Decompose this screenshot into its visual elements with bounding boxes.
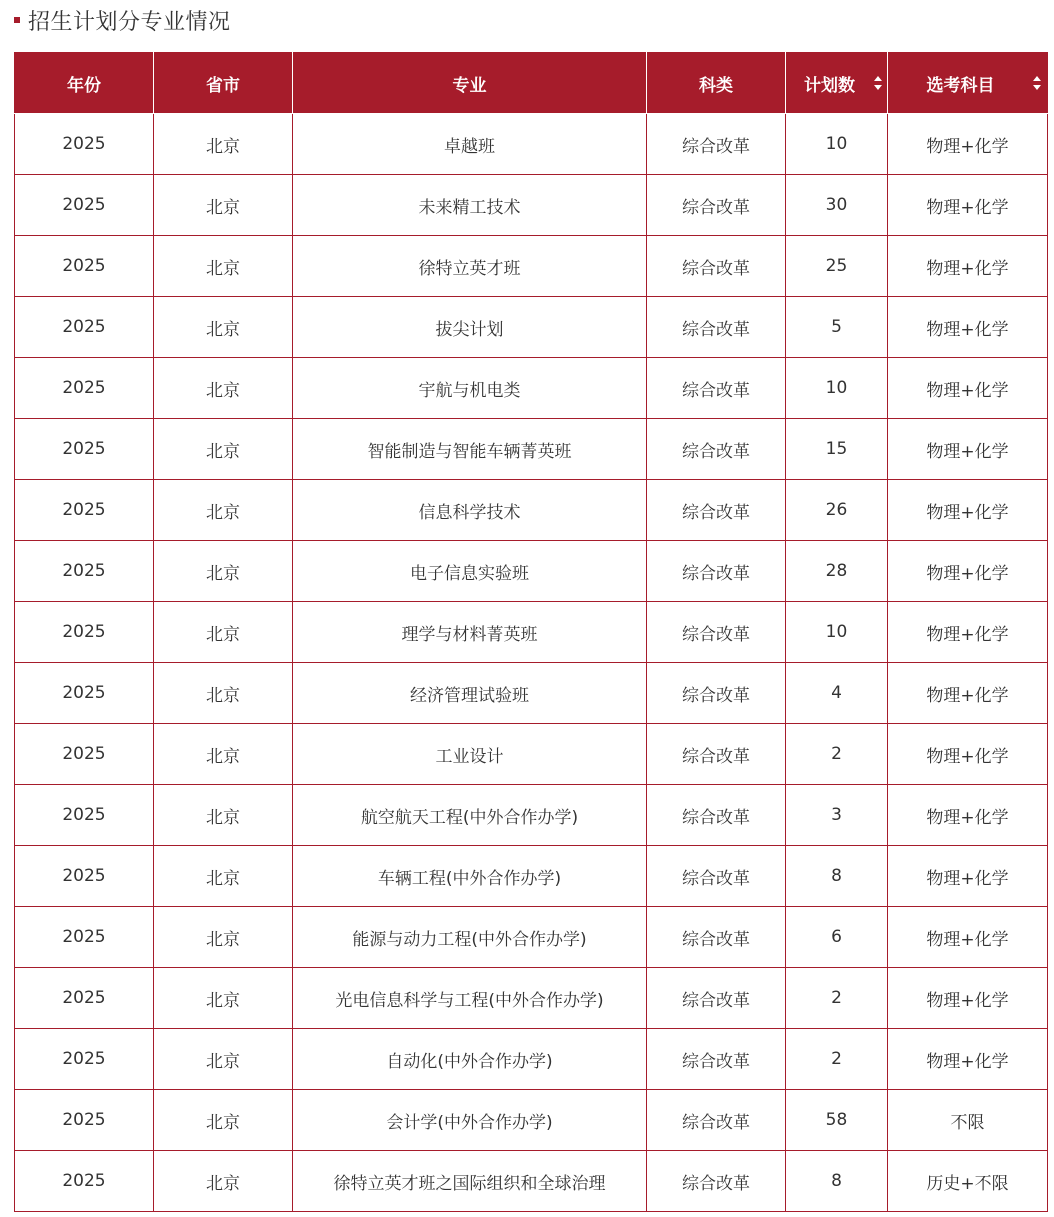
table-row (15, 1090, 1048, 1151)
cell-category: 综合改革 (647, 846, 786, 907)
cell-plan: 4 (786, 663, 888, 724)
cell-plan: 6 (786, 907, 888, 968)
cell-year: 2025 (15, 236, 154, 297)
cell-category: 综合改革 (647, 480, 786, 541)
cell-year: 2025 (15, 602, 154, 663)
cell-category: 综合改革 (647, 785, 786, 846)
cell-plan: 5 (786, 297, 888, 358)
cell-major: 航空航天工程(中外合作办学) (293, 785, 647, 846)
cell-year: 2025 (15, 541, 154, 602)
cell-province: 北京 (154, 1151, 293, 1212)
cell-major: 宇航与机电类 (293, 358, 647, 419)
cell-category: 综合改革 (647, 968, 786, 1029)
cell-category: 综合改革 (647, 236, 786, 297)
table-row (15, 480, 1048, 541)
table-row (15, 175, 1048, 236)
sort-icon[interactable] (1033, 76, 1041, 90)
cell-plan: 2 (786, 724, 888, 785)
cell-major: 工业设计 (293, 724, 647, 785)
table-row (15, 724, 1048, 785)
table-row (15, 358, 1048, 419)
section-title: 招生计划分专业情况 (28, 9, 231, 35)
cell-subjects: 物理+化学 (888, 541, 1048, 602)
cell-major: 能源与动力工程(中外合作办学) (293, 907, 647, 968)
cell-province: 北京 (154, 1090, 293, 1151)
cell-plan: 15 (786, 419, 888, 480)
cell-plan: 2 (786, 1029, 888, 1090)
cell-subjects: 物理+化学 (888, 602, 1048, 663)
cell-subjects: 物理+化学 (888, 358, 1048, 419)
cell-province: 北京 (154, 602, 293, 663)
cell-plan: 25 (786, 236, 888, 297)
cell-major: 理学与材料菁英班 (293, 602, 647, 663)
cell-category: 综合改革 (647, 114, 786, 175)
cell-category: 综合改革 (647, 541, 786, 602)
cell-category: 综合改革 (647, 419, 786, 480)
cell-province: 北京 (154, 968, 293, 1029)
table-row (15, 602, 1048, 663)
cell-province: 北京 (154, 785, 293, 846)
cell-province: 北京 (154, 358, 293, 419)
cell-plan: 58 (786, 1090, 888, 1151)
table-row (15, 785, 1048, 846)
cell-category: 综合改革 (647, 724, 786, 785)
cell-subjects: 物理+化学 (888, 846, 1048, 907)
cell-province: 北京 (154, 846, 293, 907)
cell-major: 徐特立英才班之国际组织和全球治理 (293, 1151, 647, 1212)
cell-major: 会计学(中外合作办学) (293, 1090, 647, 1151)
cell-category: 综合改革 (647, 358, 786, 419)
cell-major: 智能制造与智能车辆菁英班 (293, 419, 647, 480)
cell-major: 电子信息实验班 (293, 541, 647, 602)
cell-major: 自动化(中外合作办学) (293, 1029, 647, 1090)
cell-plan: 2 (786, 968, 888, 1029)
header-year-label: 年份 (67, 75, 101, 96)
table-row (15, 907, 1048, 968)
table-row (15, 1029, 1048, 1090)
cell-province: 北京 (154, 175, 293, 236)
cell-major: 未来精工技术 (293, 175, 647, 236)
cell-category: 综合改革 (647, 602, 786, 663)
cell-plan: 28 (786, 541, 888, 602)
cell-year: 2025 (15, 358, 154, 419)
table-row (15, 663, 1048, 724)
cell-plan: 8 (786, 1151, 888, 1212)
cell-subjects: 物理+化学 (888, 907, 1048, 968)
cell-plan: 10 (786, 114, 888, 175)
cell-subjects: 物理+化学 (888, 968, 1048, 1029)
cell-subjects: 物理+化学 (888, 236, 1048, 297)
cell-category: 综合改革 (647, 297, 786, 358)
table-row (15, 541, 1048, 602)
header-plan-sort-button[interactable] (786, 53, 888, 114)
cell-plan: 26 (786, 480, 888, 541)
cell-plan: 8 (786, 846, 888, 907)
header-province-label: 省市 (206, 75, 240, 96)
cell-category: 综合改革 (647, 907, 786, 968)
cell-subjects: 物理+化学 (888, 480, 1048, 541)
cell-plan: 30 (786, 175, 888, 236)
cell-plan: 3 (786, 785, 888, 846)
cell-major: 卓越班 (293, 114, 647, 175)
header-category-label: 科类 (699, 75, 733, 96)
cell-year: 2025 (15, 297, 154, 358)
header-year (15, 53, 154, 114)
table-row (15, 114, 1048, 175)
header-category (647, 53, 786, 114)
cell-year: 2025 (15, 663, 154, 724)
section-header (14, 0, 231, 40)
header-plan-label: 计划数 (804, 75, 855, 96)
cell-category: 综合改革 (647, 663, 786, 724)
header-major-label: 专业 (452, 75, 487, 96)
cell-year: 2025 (15, 907, 154, 968)
table-row (15, 846, 1048, 907)
table-body (15, 114, 1048, 1212)
table-row (15, 968, 1048, 1029)
cell-province: 北京 (154, 907, 293, 968)
table-row (15, 1151, 1048, 1212)
cell-year: 2025 (15, 968, 154, 1029)
cell-year: 2025 (15, 114, 154, 175)
table-row (15, 419, 1048, 480)
cell-year: 2025 (15, 785, 154, 846)
cell-year: 2025 (15, 1151, 154, 1212)
cell-province: 北京 (154, 114, 293, 175)
cell-province: 北京 (154, 541, 293, 602)
cell-category: 综合改革 (647, 1151, 786, 1212)
cell-major: 徐特立英才班 (293, 236, 647, 297)
cell-year: 2025 (15, 1090, 154, 1151)
cell-subjects: 物理+化学 (888, 663, 1048, 724)
cell-province: 北京 (154, 663, 293, 724)
sort-icon[interactable] (874, 76, 882, 90)
cell-subjects: 物理+化学 (888, 785, 1048, 846)
header-province (154, 53, 293, 114)
cell-year: 2025 (15, 1029, 154, 1090)
table-row (15, 236, 1048, 297)
cell-province: 北京 (154, 1029, 293, 1090)
header-subjects-sort-button[interactable] (888, 53, 1048, 114)
cell-province: 北京 (154, 724, 293, 785)
cell-plan: 10 (786, 602, 888, 663)
admission-plan-table (14, 52, 1048, 1212)
cell-subjects: 物理+化学 (888, 1029, 1048, 1090)
header-subjects-label: 选考科目 (926, 75, 995, 96)
cell-subjects: 物理+化学 (888, 175, 1048, 236)
cell-subjects: 物理+化学 (888, 724, 1048, 785)
cell-year: 2025 (15, 846, 154, 907)
cell-province: 北京 (154, 480, 293, 541)
cell-subjects: 物理+化学 (888, 297, 1048, 358)
header-major (293, 53, 647, 114)
cell-year: 2025 (15, 724, 154, 785)
cell-category: 综合改革 (647, 175, 786, 236)
cell-major: 车辆工程(中外合作办学) (293, 846, 647, 907)
table-header-row (15, 53, 1048, 114)
cell-province: 北京 (154, 419, 293, 480)
cell-category: 综合改革 (647, 1029, 786, 1090)
cell-major: 拔尖计划 (293, 297, 647, 358)
cell-major: 经济管理试验班 (293, 663, 647, 724)
cell-province: 北京 (154, 297, 293, 358)
cell-major: 光电信息科学与工程(中外合作办学) (293, 968, 647, 1029)
cell-province: 北京 (154, 236, 293, 297)
cell-category: 综合改革 (647, 1090, 786, 1151)
cell-subjects: 物理+化学 (888, 419, 1048, 480)
cell-plan: 10 (786, 358, 888, 419)
cell-major: 信息科学技术 (293, 480, 647, 541)
cell-subjects: 不限 (888, 1090, 1048, 1151)
cell-subjects: 历史+不限 (888, 1151, 1048, 1212)
cell-subjects: 物理+化学 (888, 114, 1048, 175)
cell-year: 2025 (15, 480, 154, 541)
section-bullet-icon (14, 17, 20, 23)
cell-year: 2025 (15, 175, 154, 236)
cell-year: 2025 (15, 419, 154, 480)
table-row (15, 297, 1048, 358)
